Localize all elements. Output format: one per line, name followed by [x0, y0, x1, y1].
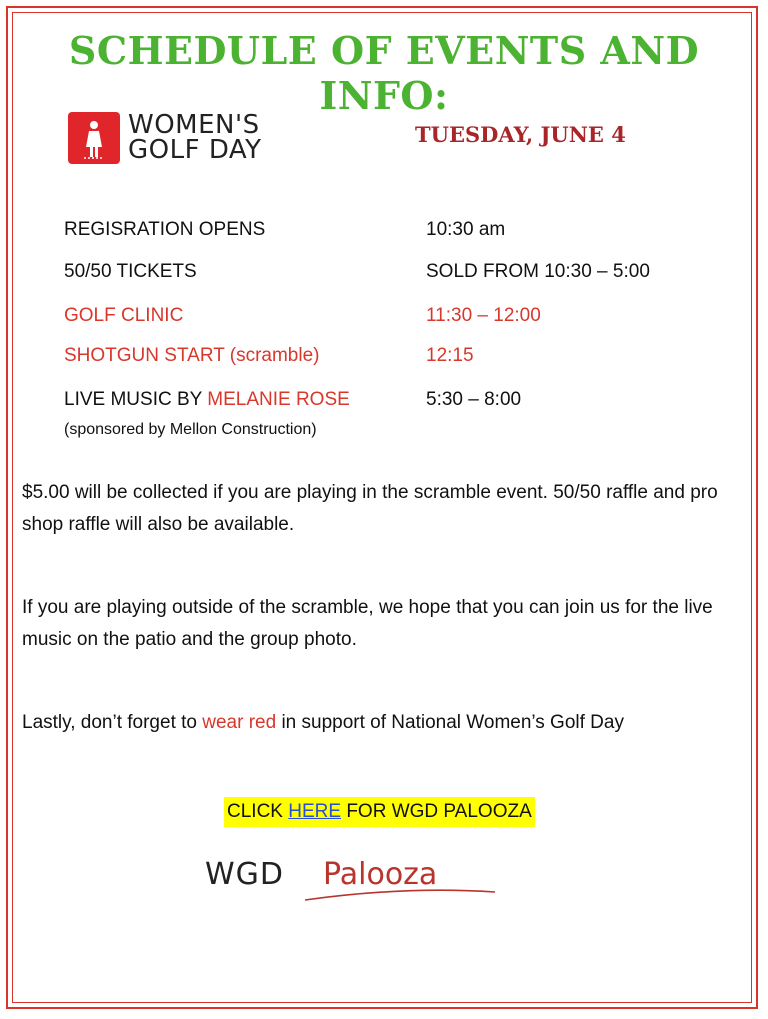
schedule-label: 50/50 TICKETS [64, 261, 197, 282]
wgd-palooza-logo [205, 848, 505, 908]
here-link[interactable]: HERE [288, 801, 342, 822]
schedule-label [64, 389, 350, 411]
event-date: TUESDAY, JUNE 4 [415, 122, 626, 147]
performer-name: MELANIE ROSE [207, 389, 350, 410]
schedule-time: 12:15 [426, 345, 474, 366]
sponsor-note: (sponsored by Mellon Construction) [64, 421, 317, 438]
schedule-time: 10:30 am [426, 219, 506, 240]
wear-red-highlight: wear red [202, 712, 277, 733]
logo-wordmark [128, 110, 262, 165]
schedule-time: SOLD FROM 10:30 – 5:00 [426, 261, 650, 282]
wear-red-prefix: Lastly, don’t forget to [22, 712, 203, 733]
scramble-fee-paragraph: $5.00 will be collected if you are playing in the scramble event. 50/50 raffle and pro shop raffle will also be available. [22, 482, 718, 535]
schedule-label: GOLF CLINIC [64, 305, 184, 326]
cta-suffix: FOR WGD PALOOZA [341, 801, 532, 822]
palooza-logo-part2: Palooza [323, 857, 438, 892]
schedule-time: 5:30 – 8:00 [426, 389, 522, 410]
logo-line-1: WOMEN'S [128, 110, 260, 140]
palooza-cta [224, 797, 535, 827]
schedule-label-prefix: LIVE MUSIC BY [64, 389, 208, 410]
woman-golfer-icon [68, 112, 120, 164]
schedule-time: 11:30 – 12:00 [426, 305, 541, 326]
schedule-label: REGISRATION OPENS [64, 219, 266, 240]
cta-prefix: CLICK [227, 801, 289, 822]
page-title: SCHEDULE OF EVENTS AND INFO: [68, 28, 700, 118]
palooza-logo-part1: WGD [205, 857, 285, 892]
outside-scramble-paragraph: If you are playing outside of the scramble, we hope that you can join us for the live music on the patio and the group photo. [22, 597, 713, 650]
schedule-label: SHOTGUN START (scramble) [64, 345, 320, 366]
womens-golf-day-logo [68, 110, 262, 166]
wear-red-paragraph [22, 707, 742, 739]
logo-line-2: GOLF DAY [128, 135, 262, 165]
wear-red-suffix: in support of National Women’s Golf Day [276, 712, 624, 733]
